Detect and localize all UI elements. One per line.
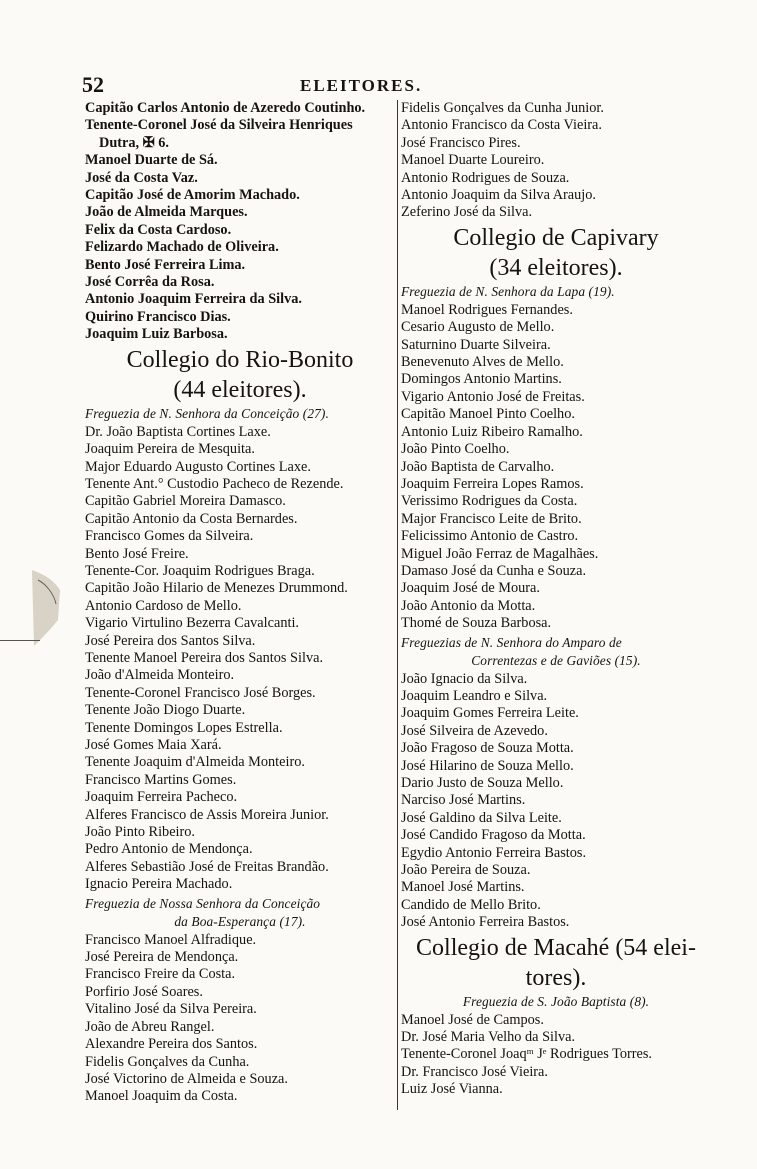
name-line: Capitão João Hilario de Menezes Drummond. — [85, 580, 348, 597]
margin-edge-line — [0, 640, 40, 641]
name-line: Miguel João Ferraz de Magalhães. — [401, 545, 599, 562]
name-line: Joaquim Ferreira Lopes Ramos. — [401, 475, 584, 492]
name-line: José Hilarino de Souza Mello. — [401, 757, 574, 774]
name-line: Quirino Francisco Dias. — [85, 308, 231, 325]
name-line: Capitão Gabriel Moreira Damasco. — [85, 493, 286, 510]
name-line: Fidelis Gonçalves da Cunha. — [85, 1053, 250, 1070]
name-line: Antonio Cardoso de Mello. — [85, 597, 242, 614]
college-heading: Collegio do Rio-Bonito — [126, 346, 354, 373]
name-line: José Antonio Ferreira Bastos. — [401, 914, 570, 931]
college-count: tores). — [525, 964, 587, 991]
name-line: José Pereira de Mendonça. — [85, 949, 239, 966]
name-line: Porfirio José Soares. — [85, 983, 203, 1000]
name-line: Alexandre Pereira dos Santos. — [85, 1036, 258, 1053]
page-number: 52 — [82, 72, 104, 97]
college-count: (44 eleitores). — [173, 376, 307, 403]
name-line: Manoel Rodrigues Fernandes. — [401, 301, 573, 318]
name-line: Francisco Manoel Alfradique. — [85, 931, 257, 948]
name-line: Tenente-Coronel José da Silveira Henriques — [85, 117, 353, 134]
name-line: Bento José Freire. — [85, 545, 189, 562]
parish-heading: Freguezia de S. João Baptista (8). — [462, 993, 650, 1009]
name-line: João Pinto Ribeiro. — [85, 824, 196, 841]
name-line: Domingos Antonio Martins. — [401, 371, 562, 388]
name-line: Felix da Costa Cardoso. — [85, 221, 232, 238]
name-line: Benevenuto Alves de Mello. — [401, 354, 564, 371]
name-line: Capitão Antonio da Costa Bernardes. — [85, 510, 298, 527]
name-line: João Antonio da Motta. — [401, 597, 536, 614]
name-line: José Galdino da Silva Leite. — [401, 809, 562, 826]
name-line: Capitão José de Amorim Machado. — [85, 187, 300, 204]
name-line: Joaquim Pereira de Mesquita. — [85, 441, 255, 458]
name-line: Joaquim Luiz Barbosa. — [85, 326, 228, 343]
name-line: Tenente João Diogo Duarte. — [85, 702, 246, 719]
name-line: José Francisco Pires. — [401, 134, 521, 151]
name-line: Antonio Joaquim da Silva Araujo. — [401, 187, 596, 204]
name-line: Francisco Gomes da Silveira. — [85, 528, 254, 545]
name-line: Saturnino Duarte Silveira. — [401, 336, 551, 353]
name-line: Narciso José Martins. — [401, 792, 526, 809]
name-line: Manoel Joaquim da Costa. — [85, 1088, 238, 1105]
name-line: Cesario Augusto de Mello. — [401, 319, 555, 336]
margin-binding-mark — [30, 560, 66, 650]
running-head: ELEITORES. — [300, 76, 423, 95]
name-line: Antonio Rodrigues de Souza. — [401, 169, 570, 186]
name-line: Dr. José Maria Velho da Silva. — [401, 1029, 576, 1046]
name-line: João d'Almeida Monteiro. — [85, 667, 235, 684]
name-line: João Pereira de Souza. — [401, 862, 531, 879]
parish-heading: Freguezia de N. Senhora da Conceição (27). — [85, 405, 329, 421]
name-line: Dario Justo de Souza Mello. — [401, 775, 564, 791]
name-line: Pedro Antonio de Mendonça. — [85, 841, 253, 858]
column-rule — [397, 100, 398, 1110]
name-line: Tenente Joaquim d'Almeida Monteiro. — [85, 754, 305, 771]
name-line: Alferes Francisco de Assis Moreira Junior. — [85, 806, 329, 823]
name-line: Tenente-Coronel Francisco José Borges. — [85, 684, 316, 701]
name-line: José Candido Fragoso da Motta. — [401, 827, 586, 844]
name-line: José Victorino de Almeida e Souza. — [85, 1070, 288, 1087]
name-line: Luiz José Vianna. — [401, 1081, 503, 1098]
college-heading: Collegio de Macahé (54 elei- — [416, 934, 696, 961]
name-line: Manoel Duarte de Sá. — [85, 152, 218, 169]
name-line: Vigario Virtulino Bezerra Cavalcanti. — [85, 615, 299, 632]
name-line: Ignacio Pereira Machado. — [85, 876, 233, 893]
name-line: Manoel José Martins. — [401, 879, 525, 896]
name-line: José Corrêa da Rosa. — [85, 274, 215, 291]
name-line: Manoel Duarte Loureiro. — [401, 152, 545, 169]
name-line: João Pinto Coelho. — [401, 441, 510, 458]
left-column — [85, 100, 395, 1106]
name-line: José da Costa Vaz. — [85, 169, 198, 186]
name-line: Manoel José de Campos. — [401, 1011, 544, 1028]
college-heading: Collegio de Capivary — [453, 224, 659, 251]
name-line: Antonio Luiz Ribeiro Ramalho. — [401, 423, 583, 440]
name-line: Candido de Mello Brito. — [401, 896, 541, 913]
name-line: Dutra, ✠ 6. — [99, 134, 169, 151]
name-line: João Ignacio da Silva. — [401, 670, 528, 687]
name-line: Thomé de Souza Barbosa. — [401, 615, 552, 632]
parish-heading-continuation: Correntezas e de Gaviões (15). — [471, 652, 641, 668]
name-line: Joaquim Leandro e Silva. — [401, 687, 548, 704]
name-line: Francisco Freire da Costa. — [85, 966, 236, 983]
name-line: Fidelis Gonçalves da Cunha Junior. — [401, 100, 604, 116]
name-line: Felizardo Machado de Oliveira. — [85, 239, 279, 256]
parish-heading: Freguezia de Nossa Senhora da Conceição — [85, 895, 321, 911]
name-line: Dr. Francisco José Vieira. — [401, 1063, 548, 1080]
name-line: Joaquim José de Moura. — [401, 580, 540, 597]
name-line: João de Abreu Rangel. — [85, 1018, 215, 1035]
name-line: Zeferino José da Silva. — [401, 204, 533, 221]
parish-heading: Freguezia de N. Senhora da Lapa (19). — [401, 283, 615, 299]
name-line: Bento José Ferreira Lima. — [85, 256, 246, 273]
parish-heading: Freguezias de N. Senhora do Amparo de — [401, 634, 622, 650]
name-line: Joaquim Ferreira Pacheco. — [85, 789, 238, 806]
college-count: (34 eleitores). — [489, 254, 623, 281]
name-line: Antonio Joaquim Ferreira da Silva. — [85, 291, 302, 308]
name-line: Felicissimo Antonio de Castro. — [401, 528, 579, 545]
name-line: José Pereira dos Santos Silva. — [85, 632, 256, 649]
name-line: Tenente Ant.° Custodio Pacheco de Rezende. — [85, 475, 344, 492]
name-line: Verissimo Rodrigues da Costa. — [401, 493, 578, 510]
name-line: Joaquim Gomes Ferreira Leite. — [401, 705, 579, 722]
name-line: Vigario Antonio José de Freitas. — [401, 388, 585, 405]
name-line: Alferes Sebastião José de Freitas Brandão. — [85, 858, 329, 875]
parish-heading-continuation: da Boa-Esperança (17). — [174, 913, 306, 929]
name-line: Major Francisco Leite de Brito. — [401, 510, 582, 527]
name-line: José Gomes Maia Xará. — [85, 737, 222, 753]
name-line: Capitão Manoel Pinto Coelho. — [401, 406, 575, 423]
name-line: Tenente-Cor. Joaquim Rodrigues Braga. — [85, 562, 315, 579]
name-line: Vitalino José da Silva Pereira. — [85, 1001, 257, 1018]
name-line: Major Eduardo Augusto Cortines Laxe. — [85, 458, 311, 475]
right-column — [401, 100, 711, 1099]
name-line: Damaso José da Cunha e Souza. — [401, 562, 587, 579]
name-line: João Fragoso de Souza Motta. — [401, 740, 574, 757]
name-line: Francisco Martins Gomes. — [85, 771, 237, 788]
name-line: Tenente Manoel Pereira dos Santos Silva. — [85, 649, 324, 666]
name-line: Antonio Francisco da Costa Vieira. — [401, 117, 602, 134]
name-line: Egydio Antonio Ferreira Bastos. — [401, 844, 587, 861]
name-line: José Silveira de Azevedo. — [401, 722, 548, 739]
name-line: Dr. João Baptista Cortines Laxe. — [85, 423, 271, 440]
name-line: João de Almeida Marques. — [85, 204, 248, 221]
name-line: João Baptista de Carvalho. — [401, 458, 555, 475]
name-line: Tenente-Coronel Joaqᵐ Jᵉ Rodrigues Torres. — [401, 1046, 652, 1063]
name-line: Capitão Carlos Antonio de Azeredo Coutinho. — [85, 100, 366, 116]
name-line: Tenente Domingos Lopes Estrella. — [85, 719, 283, 736]
